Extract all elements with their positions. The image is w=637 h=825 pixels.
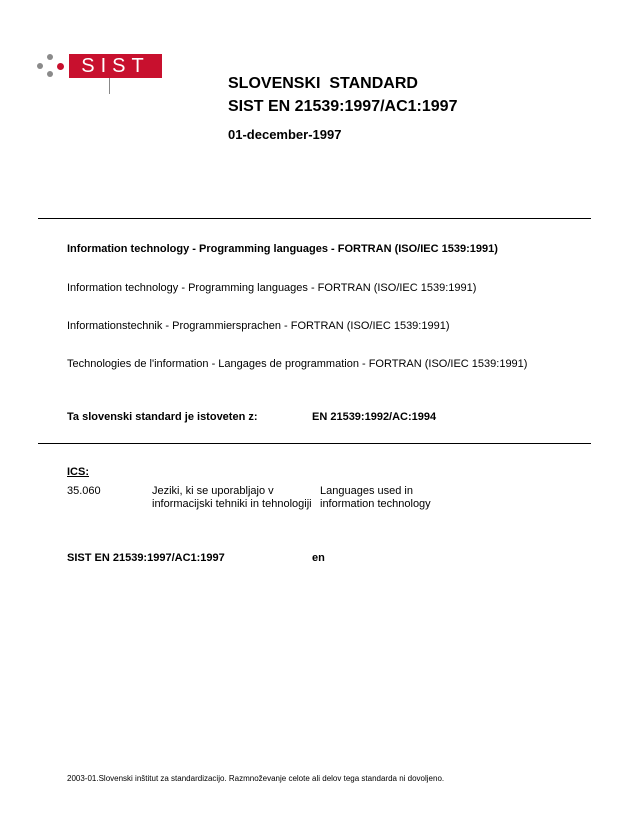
ics-description-slovenian: Jeziki, ki se uporabljajo v informacijski tehniki in tehnologiji — [152, 485, 312, 510]
sist-logo — [36, 42, 176, 94]
ics-description-english: Languages used in information technology — [320, 485, 431, 510]
standard-number-heading: SIST EN 21539:1997/AC1:1997 — [228, 98, 458, 115]
standard-date: 01-december-1997 — [228, 127, 342, 142]
top-divider — [38, 218, 591, 219]
standard-language: en — [312, 552, 325, 564]
standard-code: SIST EN 21539:1997/AC1:1997 — [67, 552, 225, 564]
identical-value: EN 21539:1992/AC:1994 — [312, 411, 437, 423]
ics-code: 35.060 — [67, 485, 101, 497]
title-english: Information technology - Programming languages - FORTRAN (ISO/IEC 1539:1991) — [67, 282, 477, 294]
logo-dot-red — [57, 63, 64, 70]
main-title: Information technology - Programming languages - FORTRAN (ISO/IEC 1539:1991) — [67, 243, 498, 255]
logo-text: SIST — [69, 54, 162, 78]
logo-dot — [37, 63, 43, 69]
copyright-footer: 2003-01.Slovenski inštitut za standardizacijo. Razmnoževanje celote ali delov tega standarda ni dovoljeno. — [67, 774, 445, 783]
logo-dot — [47, 54, 53, 60]
identical-label: Ta slovenski standard je istoveten z: — [67, 411, 258, 423]
ics-label: ICS: — [67, 466, 89, 478]
logo-dot — [47, 71, 53, 77]
bottom-divider — [38, 443, 591, 444]
logo-divider — [109, 78, 110, 94]
title-french: Technologies de l'information - Langages de programmation - FORTRAN (ISO/IEC 1539:1991) — [67, 358, 528, 370]
standard-type-heading: SLOVENSKI STANDARD — [228, 75, 418, 92]
title-german: Informationstechnik - Programmiersprachen - FORTRAN (ISO/IEC 1539:1991) — [67, 320, 450, 332]
